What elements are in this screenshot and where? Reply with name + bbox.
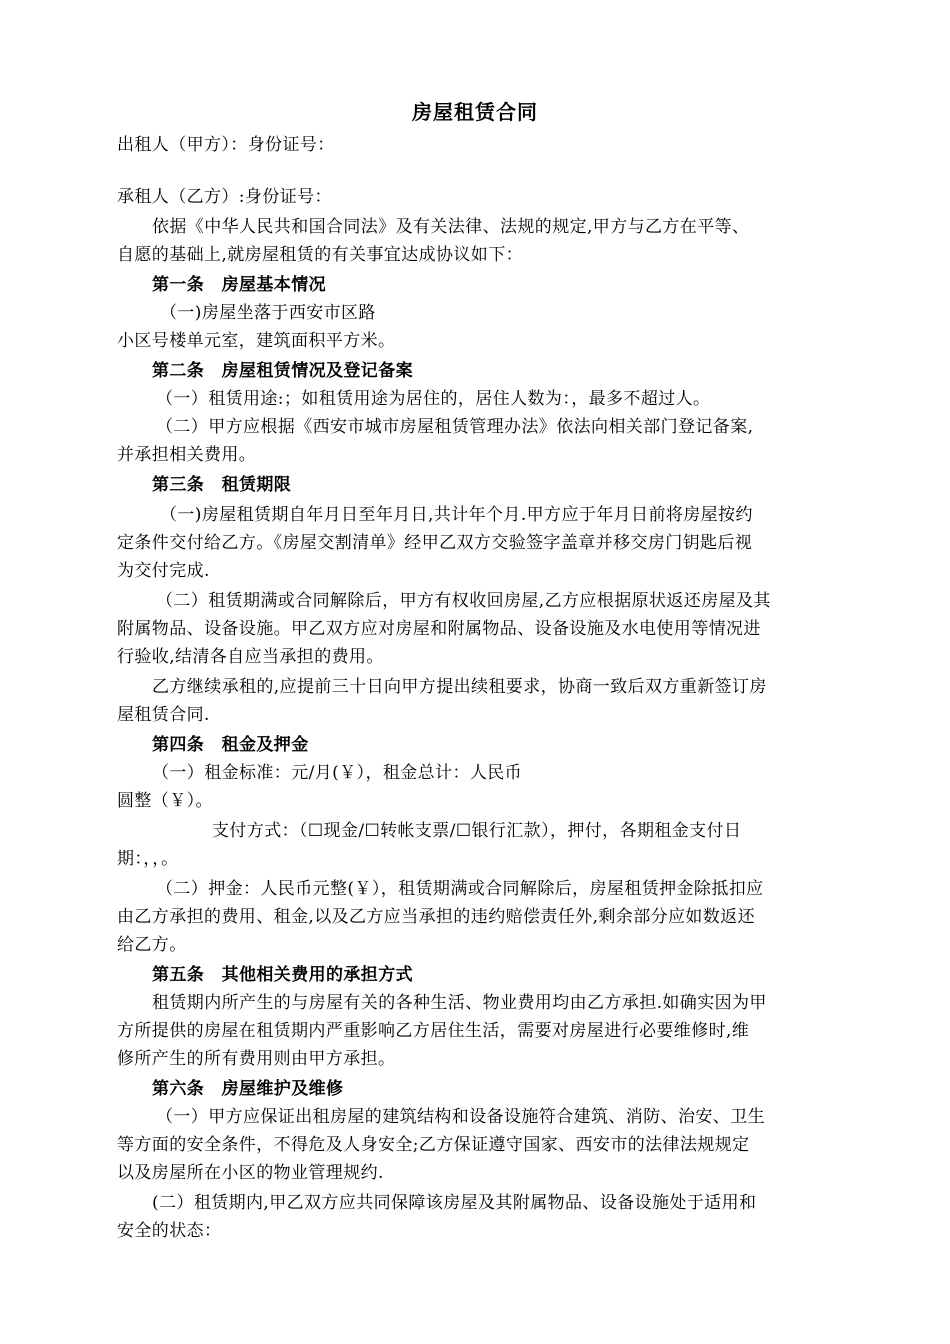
clause-line: 定条件交付给乙方。《房屋交割清单》经甲乙双方交验签字盖章并移交房门钥匙后视 xyxy=(117,533,753,553)
clause-line: 圆整（￥）。 xyxy=(117,791,213,811)
clause-line: 附属物品、设备设施。甲乙双方应对房屋和附属物品、设备设施及水电使用等情况进 xyxy=(117,619,761,639)
clause-line: 以及房屋所在小区的物业管理规约. xyxy=(117,1163,384,1183)
clause-line: 给乙方。 xyxy=(117,935,187,955)
clause-line: 期：，，。 xyxy=(117,849,179,869)
clause-line: 由乙方承担的费用、租金,以及乙方应当承担的违约赔偿责任外,剩余部分应如数返还 xyxy=(117,907,756,927)
clause-line: 行验收,结清各自应当承担的费用。 xyxy=(117,647,384,667)
article-heading: 第一条 房屋基本情况 xyxy=(152,275,326,295)
clause-line: 修所产生的所有费用则由甲方承担。 xyxy=(117,1049,396,1069)
clause-line: （一）租金标准：元/月(￥），租金总计：人民币 xyxy=(152,763,523,783)
payment-method-line: 支付方式：（☐现金/☐转帐支票/☐银行汇款），押付，各期租金支付日 xyxy=(212,821,742,841)
clause-line: (二）租赁期内,甲乙双方应共同保障该房屋及其附属物品、设备设施处于适用和 xyxy=(152,1193,757,1213)
preamble-line: 依据《中华人民共和国合同法》及有关法律、法规的规定,甲方与乙方在平等、 xyxy=(152,217,750,237)
clause-line: （一)房屋租赁期自年月日至年月日,共计年个月.甲方应于年月日前将房屋按约 xyxy=(160,505,753,525)
clause-line: （一)房屋坐落于西安市区路 xyxy=(160,303,376,323)
clause-line: 乙方继续承租的,应提前三十日向甲方提出续租要求，协商一致后双方重新签订房 xyxy=(152,677,767,697)
article-heading: 第三条 租赁期限 xyxy=(152,475,292,495)
article-heading: 第四条 租金及押金 xyxy=(152,735,309,755)
document-title: 房屋租赁合同 xyxy=(412,100,538,124)
clause-line: 屋租赁合同. xyxy=(117,705,210,725)
clause-line: （二）甲方应根据《西安市城市房屋租赁管理办法》依法向相关部门登记备案, xyxy=(156,417,754,437)
clause-line: 并承担相关费用。 xyxy=(117,445,257,465)
clause-line: （二）租赁期满或合同解除后，甲方有权收回房屋,乙方应根据原状返还房屋及其 xyxy=(156,591,771,611)
clause-line: 为交付完成. xyxy=(117,561,210,581)
lessor-line: 出租人（甲方）：身份证号： xyxy=(117,135,335,155)
clause-line: 小区号楼单元室，建筑面积平方米。 xyxy=(117,331,396,351)
article-heading: 第六条 房屋维护及维修 xyxy=(152,1079,344,1099)
article-heading: 第五条 其他相关费用的承担方式 xyxy=(152,965,413,985)
clause-line: 安全的状态： xyxy=(117,1221,222,1241)
clause-line: 方所提供的房屋在租赁期内严重影响乙方居住生活，需要对房屋进行必要维修时,维 xyxy=(117,1021,750,1041)
clause-line: （二）押金：人民币元整(￥），租赁期满或合同解除后，房屋租赁押金除抵扣应 xyxy=(156,879,764,899)
preamble-line: 自愿的基础上,就房屋租赁的有关事宜达成协议如下： xyxy=(117,245,524,265)
clause-line: （一）甲方应保证出租房屋的建筑结构和设备设施符合建筑、消防、治安、卫生 xyxy=(156,1107,765,1127)
article-heading: 第二条 房屋租赁情况及登记备案 xyxy=(152,361,413,381)
clause-line: （一）租赁用途:；如租赁用途为居住的，居住人数为：，最多不超过人。 xyxy=(156,389,711,409)
clause-line: 等方面的安全条件，不得危及人身安全;乙方保证遵守国家、西安市的法律法规规定 xyxy=(117,1135,750,1155)
lessee-line: 承租人（乙方）:身份证号： xyxy=(117,187,332,207)
clause-line: 租赁期内所产生的与房屋有关的各种生活、物业费用均由乙方承担.如确实因为甲 xyxy=(152,993,767,1013)
